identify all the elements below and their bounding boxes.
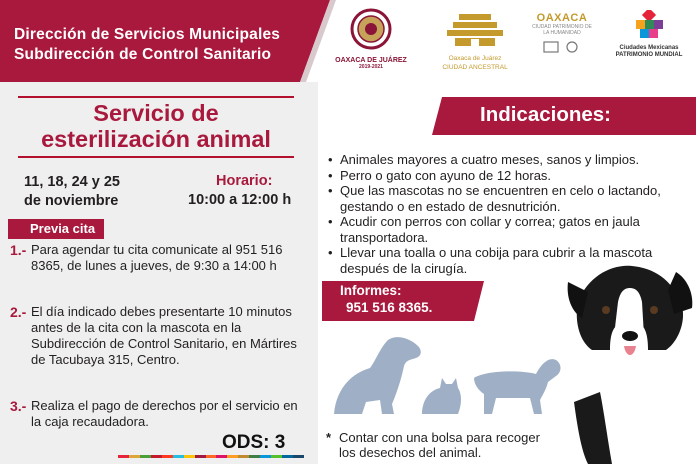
header-title-line2: Subdirección de Control Sanitario: [14, 46, 272, 63]
ods-color-segment: [129, 455, 140, 458]
indicaciones-title: Indicaciones:: [480, 103, 612, 126]
logo2-name: Oaxaca de Juárez: [448, 55, 502, 62]
unesco-icon: [542, 40, 582, 54]
list-item: • Perro o gato con ayuno de 12 horas.: [328, 168, 694, 184]
cat-silhouette: [422, 378, 461, 414]
step-text: El día indicado debes presentarte 10 minutos antes de la cita con la mascota en la Subdirección de Control Sanitario, en Mártires de Tacubaya 315, Centro.: [31, 304, 297, 367]
dates-line2: de noviembre: [24, 193, 119, 209]
step-number: 2.-: [10, 304, 27, 320]
ods-color-segment: [173, 455, 184, 458]
ods-color-segment: [162, 455, 173, 458]
header: [0, 0, 696, 82]
ods-color-segment: [140, 455, 151, 458]
ods-color-segment: [238, 455, 249, 458]
note-text: Contar con una bolsa para recoger los desechos del animal.: [339, 430, 540, 460]
service-dates: [24, 173, 120, 211]
ods-color-segment: [293, 455, 304, 458]
ods-color-segment: [271, 455, 282, 458]
header-title-line1: Dirección de Servicios Municipales: [14, 26, 281, 43]
ods-color-segment: [260, 455, 271, 458]
informes-phone: 951 516 8365.: [346, 300, 433, 315]
service-title-line2: esterilización animal: [41, 126, 271, 152]
informes-label: Informes:: [340, 283, 402, 298]
seal-icon: [350, 8, 392, 50]
list-item: • Que las mascotas no se encuentren en celo o lactando, gestando o en estado de desnutrición.: [328, 183, 694, 214]
horario-value: 10:00 a 12:00 h: [188, 192, 292, 208]
indicaciones-list: [328, 152, 694, 276]
temple-icon: [445, 12, 505, 48]
step-number: 3.-: [10, 398, 27, 414]
ods-color-strip: [118, 455, 304, 458]
ods-color-segment: [151, 455, 162, 458]
ods-color-segment: [216, 455, 227, 458]
logo1-year: 2019-2021: [359, 64, 383, 70]
ods-label: ODS: 3: [222, 432, 286, 453]
previa-cita-badge: Previa cita: [8, 219, 104, 239]
service-title: [8, 100, 304, 152]
puppy-photo: [548, 262, 696, 464]
logo2-caption: CIUDAD ANCESTRAL: [442, 64, 508, 71]
ods-color-segment: [118, 455, 129, 458]
horario-label: Horario:: [216, 173, 273, 189]
ods-color-segment: [282, 455, 293, 458]
pet-silhouettes: [326, 330, 566, 420]
logo3-sub: CIUDAD PATRIMONIO DE LA HUMANIDAD: [532, 24, 592, 36]
ods-color-segment: [227, 455, 238, 458]
ods-color-segment: [249, 455, 260, 458]
patrimonio-logo: [532, 12, 592, 59]
title-rule-bottom: [18, 156, 294, 158]
step-number: 1.-: [10, 242, 27, 258]
list-item: • Llevar una toalla o una cobija para cubrir a la mascota después de la cirugía.: [328, 245, 694, 276]
ods-color-segment: [195, 455, 206, 458]
mosaic-icon: [634, 10, 664, 40]
sitting-dog-silhouette: [334, 337, 421, 414]
ods-color-segment: [206, 455, 217, 458]
title-rule-top: [18, 96, 294, 98]
list-item: • Animales mayores a cuatro meses, sanos y limpios.: [328, 152, 694, 168]
ciudades-mexicanas-logo: [606, 10, 692, 59]
step-text: Realiza el pago de derechos por el servicio en la caja recaudadora.: [31, 398, 298, 429]
ciudad-ancestral-logo: [425, 12, 525, 71]
note-star: *: [326, 430, 332, 445]
step-text: Para agendar tu cita comunicate al 951 516 8365, de lunes a jueves, de 9:30 a 14:00 h: [31, 242, 283, 273]
service-title-line1: Servicio de: [93, 100, 219, 126]
header-title: [14, 25, 280, 65]
logo4-name-line1: Ciudades Mexicanas: [619, 45, 679, 51]
oaxaca-juarez-logo: [335, 8, 407, 70]
list-item: • Acudir con perros con collar y correa; gatos en jaula transportadora.: [328, 214, 694, 245]
logo1-caption: OAXACA DE JUÁREZ: [335, 57, 407, 64]
logo3-name: OAXACA: [536, 12, 588, 24]
logo4-name-line2: PATRIMONIO MUNDIAL: [615, 52, 683, 58]
ods-color-segment: [184, 455, 195, 458]
dates-line1: 11, 18, 24 y 25: [24, 174, 120, 190]
